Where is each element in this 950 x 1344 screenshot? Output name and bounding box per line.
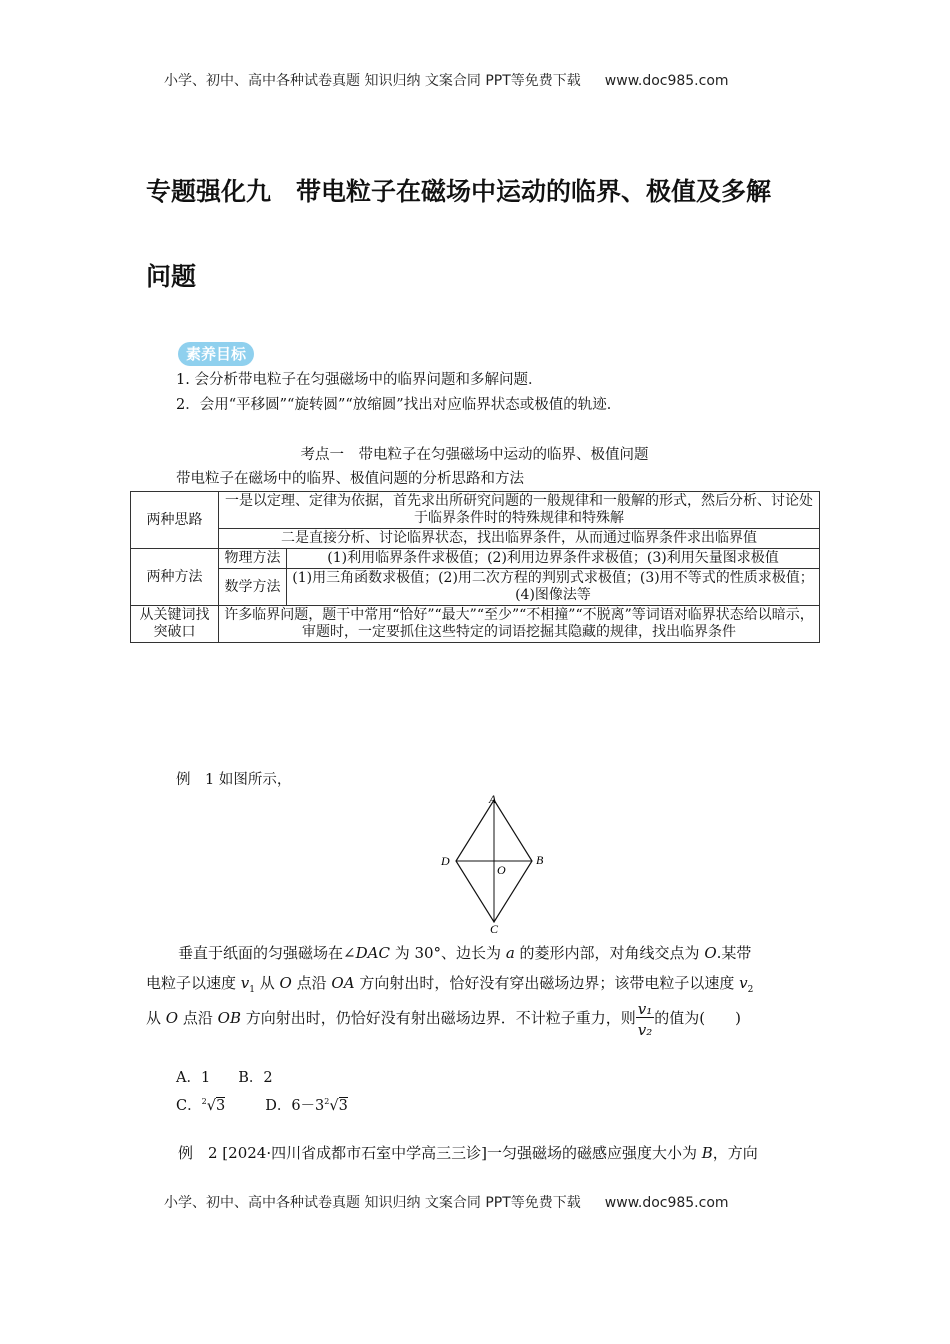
example2-line-1 — [146, 1135, 826, 1171]
fraction-numerator: v₁ — [637, 999, 653, 1018]
option-d[interactable] — [265, 1098, 348, 1114]
label-o: O — [497, 863, 506, 877]
table-cell: 许多临界问题，题干中常用“恰好”“最大”“至少”“不相撞”“不脱离”等词语对临界状态给以暗示，审题时，一定要抓住这些特定的词语挖掘其隐藏的规律，找出临界条件 — [219, 606, 820, 643]
table-row — [131, 529, 820, 549]
rhombus-figure — [430, 790, 560, 935]
var-ob: OB — [217, 1009, 241, 1027]
page-title-cont: 问题 — [146, 262, 197, 291]
header-site-link[interactable]: www.doc985.com — [604, 73, 729, 89]
goal-item-2: 2．会用“平移圆”“旋转圆”“放缩圆”找出对应临界状态或极值的轨迹． — [176, 397, 622, 413]
var-v1: v — [240, 974, 250, 992]
table-cell: 物理方法 — [219, 549, 287, 569]
page-title: 专题强化九 带电粒子在磁场中运动的临界、极值及多解 — [146, 177, 772, 206]
sub-2: 2 — [747, 985, 754, 995]
footer-site-link[interactable]: www.doc985.com — [604, 1195, 729, 1211]
text: 的值为( ) — [654, 1009, 741, 1027]
var-o: O — [165, 1009, 179, 1027]
goals-badge: 素养目标 — [178, 342, 254, 366]
label-c: C — [490, 922, 499, 935]
radicand: 3 — [215, 1097, 226, 1114]
sub-1: 1 — [249, 985, 255, 995]
text: 为 30°、边长为 — [389, 944, 506, 962]
table-cell: 两种思路 — [131, 492, 219, 549]
table-cell: (1)用三角函数求极值；(2)用二次方程的判别式求极值；(3)用不等式的性质求极值；(4)图像法等 — [287, 569, 820, 606]
fraction-denominator: v₂ — [637, 1020, 653, 1039]
table-cell: 一是以定理、定律为依据，首先求出所研究问题的一般规律和一般解的形式，然后分析、讨论处于临界条件时的特殊规律和特殊解 — [219, 492, 820, 529]
fraction-v1-v2 — [636, 1001, 655, 1038]
sqrt-3: $^2$√3 — [324, 1097, 348, 1114]
header-slogan: 小学、初中、高中各种试卷真题 知识归纳 文案合同 PPT等免费下载 — [164, 73, 581, 89]
page-footer — [164, 1192, 729, 1212]
example1-line-3 — [146, 1000, 826, 1038]
options-row-2 — [176, 1092, 348, 1116]
table-cell: (1)利用临界条件求极值；(2)利用边界条件求极值；(3)利用矢量图求极值 — [287, 549, 820, 569]
label-d: D — [441, 854, 450, 868]
text: 点沿 — [178, 1009, 218, 1027]
text: ，方向 — [712, 1144, 758, 1162]
table-row — [131, 492, 820, 529]
options-row-1 — [176, 1068, 273, 1088]
text: 方向射出时，仍恰好没有射出磁场边界．不计粒子重力，则 — [240, 1009, 636, 1027]
option-c-label: C． — [176, 1097, 202, 1114]
footer-slogan: 小学、初中、高中各种试卷真题 知识归纳 文案合同 PPT等免费下载 — [164, 1195, 581, 1211]
table-caption: 带电粒子在磁场中的临界、极值问题的分析思路和方法 — [176, 471, 524, 487]
table-cell: 二是直接分析、讨论临界状态，找出临界条件，从而通过临界条件求出临界值 — [219, 529, 820, 549]
angle-dac: ∠DAC — [343, 944, 390, 962]
option-b[interactable]: B．2 — [238, 1070, 273, 1086]
text: 从 — [146, 1009, 166, 1027]
table-cell: 数学方法 — [219, 569, 287, 606]
var-a: a — [505, 944, 515, 962]
root-index: 2 — [324, 1097, 330, 1106]
var-v2: v — [739, 974, 748, 992]
var-oa: OA — [331, 974, 355, 992]
text: 方向射出时，恰好没有穿出磁场边界；该带电粒子以速度 — [354, 974, 740, 992]
page-header — [164, 70, 729, 90]
text: 垂直于纸面的匀强磁场在 — [178, 944, 344, 962]
var-o: O — [279, 974, 292, 992]
var-b: B — [701, 1144, 713, 1162]
sqrt-3: $^2$√3 — [201, 1097, 226, 1114]
table-cell: 从关键词找突破口 — [131, 606, 219, 643]
option-d-label: D．6－3 — [265, 1097, 325, 1114]
label-b: B — [536, 853, 544, 867]
text: 点沿 — [291, 974, 332, 992]
text: 从 — [255, 974, 280, 992]
text: .某带 — [716, 944, 752, 962]
label-a: A — [489, 792, 497, 806]
root-index: 2 — [201, 1097, 207, 1106]
text: 电粒子以速度 — [146, 974, 241, 992]
section-heading: 考点一 带电粒子在匀强磁场中运动的临界、极值问题 — [300, 447, 649, 463]
text: 例 2 [2024·四川省成都市石室中学高三三诊]一匀强磁场的磁感应强度大小为 — [178, 1144, 702, 1162]
radicand: 3 — [338, 1097, 348, 1114]
table-cell: 两种方法 — [131, 549, 219, 606]
method-table — [130, 491, 820, 643]
option-c[interactable] — [176, 1098, 225, 1114]
text: 的菱形内部，对角线交点为 — [514, 944, 705, 962]
var-o: O — [704, 944, 717, 962]
table-row — [131, 606, 820, 643]
example1-intro: 例 1 如图所示， — [176, 772, 292, 788]
goal-item-1: 1. 会分析带电粒子在匀强磁场中的临界问题和多解问题． — [176, 372, 543, 388]
table-row — [131, 569, 820, 606]
table-row — [131, 549, 820, 569]
option-a[interactable]: A．1 — [176, 1070, 211, 1086]
